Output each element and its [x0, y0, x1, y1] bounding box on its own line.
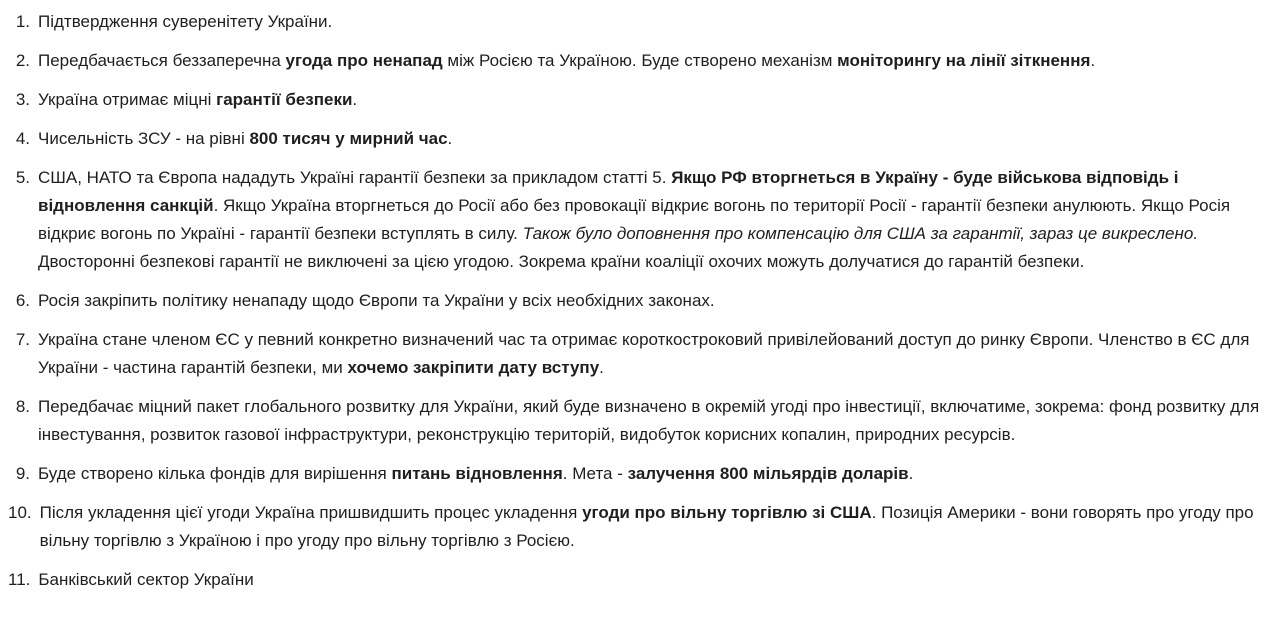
item-text [38, 86, 1264, 114]
item-text [38, 460, 1264, 488]
text-run: Україна отримає міцні [38, 90, 217, 109]
list-item [8, 393, 1264, 449]
text-run: моніторингу на лінії зіткнення [837, 51, 1091, 70]
text-run: питань відновлення [391, 464, 563, 483]
item-number: 9. [15, 464, 30, 483]
text-run: Передбачається беззаперечна [38, 51, 286, 70]
text-run: . Позиція Америки - вони говорять про угоду про вільну торгівлю з Україною і про угоду про вільну торгівлю з Росією. [39, 503, 1254, 550]
text-run: хочемо закріпити дату вступу [347, 358, 600, 377]
text-run: між Росією та Україною. Буде створено механізм [442, 51, 838, 70]
text-run: Чисельність ЗСУ - на рівні [38, 129, 250, 148]
text-run: . [1090, 51, 1096, 70]
list-item [8, 499, 1264, 555]
item-number: 11. [8, 570, 31, 589]
list-item [8, 164, 1264, 276]
text-run: . [908, 464, 914, 483]
list-item [8, 326, 1264, 382]
list-item [8, 287, 1264, 315]
list-item [8, 8, 1264, 36]
item-number: 3. [15, 90, 30, 109]
item-number: 10. [8, 503, 32, 522]
text-run: США, НАТО та Європа нададуть Україні гарантії безпеки за прикладом статті 5. [38, 168, 672, 187]
text-run: Банківський сектор України [38, 570, 254, 589]
text-run: Двосторонні безпекові гарантії не виключені за цією угодою. Зокрема країни коаліції охочих можуть долучатися до гарантій безпеки. [38, 252, 1085, 271]
item-text [40, 499, 1264, 555]
item-text [38, 164, 1264, 276]
item-number: 2. [15, 51, 30, 70]
text-run: Підтвердження суверенітету України. [38, 12, 333, 31]
text-run: . [352, 90, 358, 109]
text-run: . Якщо Україна вторгнеться до Росії або без провокації відкриє вогонь по території Росії - гарантії безпеки анулюють. Якщо Росія відкриє вогонь по Україні - гарантії безпеки вступлять в силу. [38, 196, 1231, 243]
item-number: 1. [15, 12, 30, 31]
item-number: 8. [15, 397, 30, 416]
text-run: гарантії безпеки [216, 90, 353, 109]
item-text [38, 393, 1264, 449]
list-item [8, 460, 1264, 488]
list-item [8, 125, 1264, 153]
item-text [38, 47, 1264, 75]
text-run: . [447, 129, 453, 148]
text-run: Україна стане членом ЄС у певний конкретно визначений час та отримає короткостроковий привілейований доступ до ринку Європи. Членство в ЄС для України - частина гарантій безпеки, ми [38, 330, 1250, 377]
item-number: 7. [15, 330, 30, 349]
item-number: 6. [15, 291, 30, 310]
text-run: Також було доповнення про компенсацію для США за гарантії, зараз це викреслено. [522, 224, 1199, 243]
list-item [8, 86, 1264, 114]
text-run: Буде створено кілька фондів для вирішення [38, 464, 392, 483]
item-text [38, 287, 1264, 315]
text-run: угоди про вільну торгівлю зі США [582, 503, 872, 522]
text-run: Після укладення цієї угоди Україна пришвидшить процес укладення [39, 503, 583, 522]
text-run: Передбачає міцний пакет глобального розвитку для України, який буде визначено в окремій угоді про інвестиції, включатиме, зокрема: фонд розвитку для інвестування, розвиток газової інфраструктури, реконструкцію територій, видобуток корисних копалин, природних ресурсів. [38, 397, 1260, 444]
list-item [8, 47, 1264, 75]
item-text [38, 8, 1264, 36]
text-run: залучення 800 мільярдів доларів [627, 464, 909, 483]
item-number: 4. [15, 129, 30, 148]
text-run: . [599, 358, 604, 377]
item-number: 5. [15, 168, 30, 187]
item-text [38, 566, 1264, 594]
text-run: угода про ненапад [285, 51, 443, 70]
text-run: Якщо РФ вторгнеться в Україну - буде військова відповідь і відновлення санкцій [38, 168, 1179, 215]
item-text [38, 326, 1264, 382]
text-run: Росія закріпить політику ненападу щодо Європи та України у всіх необхідних законах. [38, 291, 715, 310]
item-text [38, 125, 1264, 153]
text-run: . Мета - [562, 464, 628, 483]
text-run: 800 тисяч у мирний час [249, 129, 448, 148]
list-item [8, 566, 1264, 594]
